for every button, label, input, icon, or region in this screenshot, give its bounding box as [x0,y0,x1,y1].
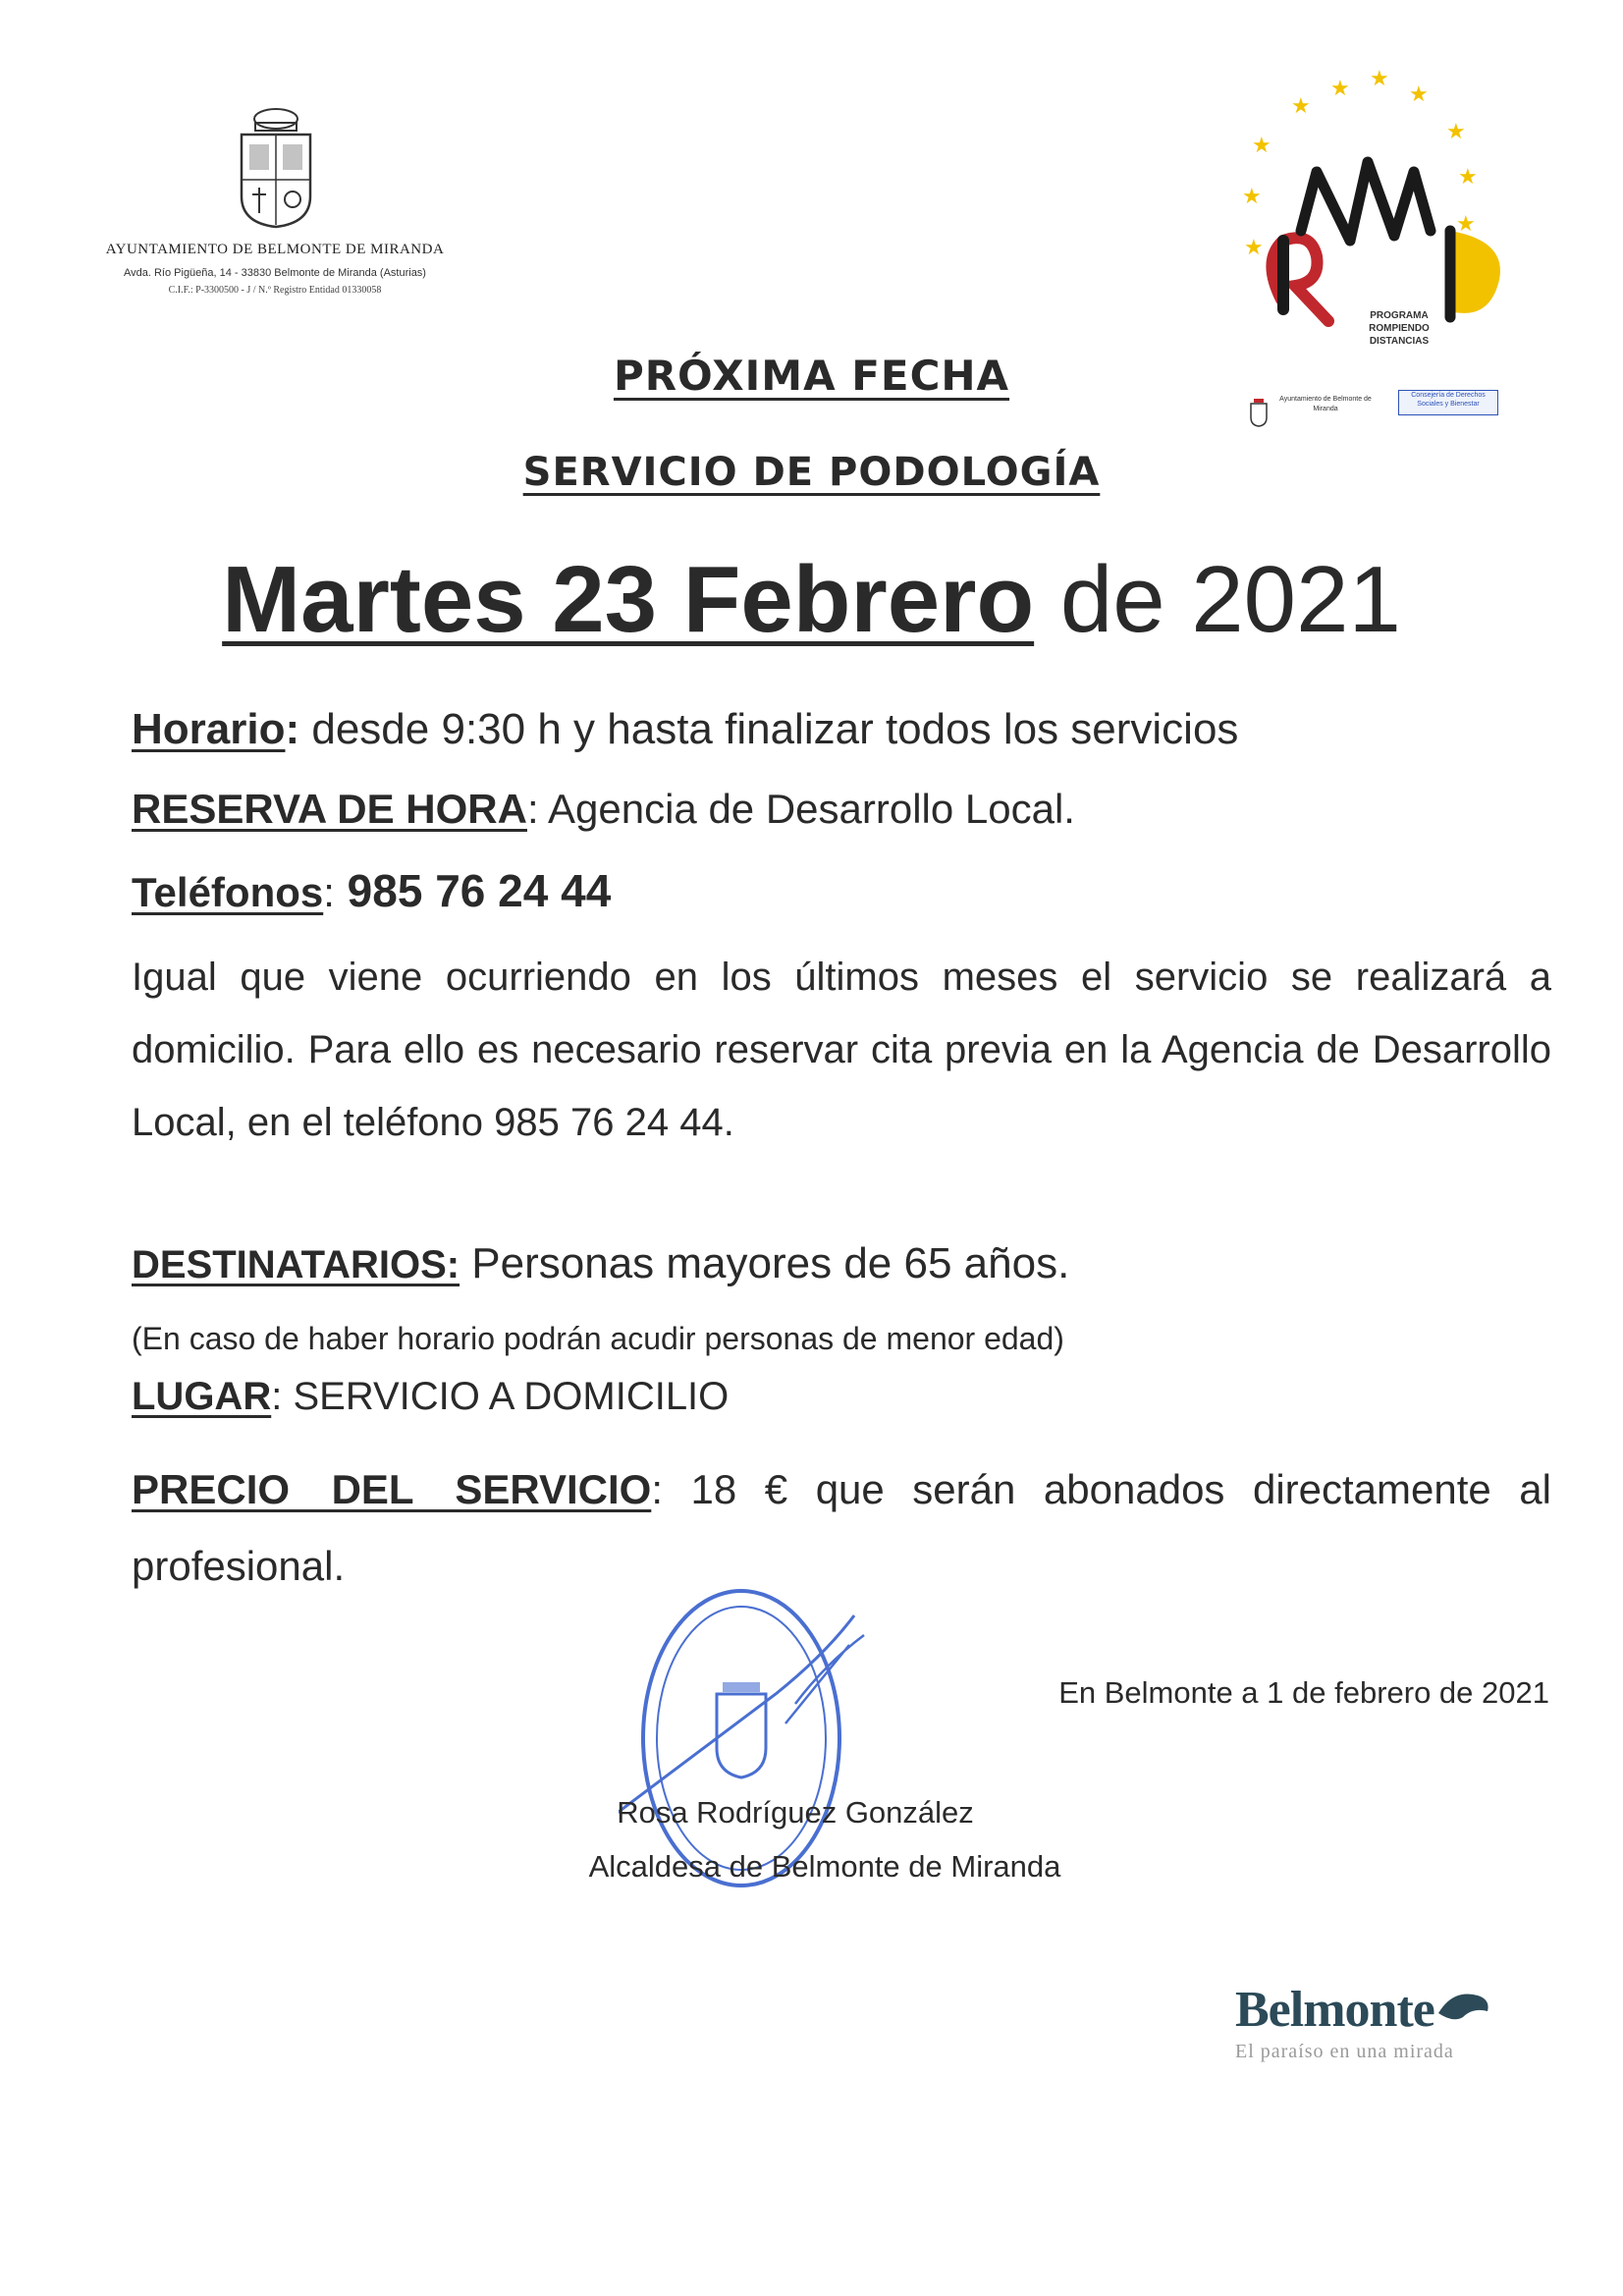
signer-role: Alcaldesa de Belmonte de Miranda [588,1849,1061,1884]
title-service [0,450,1623,495]
service-description: Igual que viene ocurriendo en los últimos meses el servicio se realizará a domicilio. Para ello es necesario reservar cita previa en la Agencia de Desarrollo Local, en el teléfono 985 76 24 44. [132,956,1551,1144]
brand-tagline: El paraíso en una mirada [1235,2041,1454,2062]
brand-name: Belmonte [1235,1982,1434,2038]
schedule-value: desde 9:30 h y hasta finalizar todos los servicios [299,705,1239,753]
svg-text:★: ★ [1252,133,1271,157]
booking-label: RESERVA DE HORA [132,786,527,832]
rmd-caption-line: PROGRAMA [1370,310,1429,321]
place-sep: : [271,1375,283,1418]
schedule-sep: : [285,705,300,753]
municipality-address: Avda. Río Pigüeña, 14 - 33830 Belmonte de Miranda (Asturias) [124,267,426,279]
phones-line [132,864,1551,917]
rmd-caption [1340,309,1458,348]
svg-text:★: ★ [1330,76,1350,100]
schedule-label: Horario [132,705,286,753]
place-value: SERVICIO A DOMICILIO [282,1375,730,1418]
event-date-strong: Martes 23 Febrero [222,547,1035,652]
svg-text:★: ★ [1242,184,1262,208]
svg-text:★: ★ [1291,93,1311,118]
phones-value: 985 76 24 44 [334,865,612,916]
price-sep: : [651,1466,663,1512]
svg-text:★: ★ [1446,119,1466,143]
booking-line [132,786,1551,833]
svg-text:★: ★ [1409,82,1429,106]
phones-label: Teléfonos [132,869,324,915]
signer-name: Rosa Rodríguez González [617,1795,974,1830]
price-label: PRECIO DEL SERVICIO [132,1466,652,1512]
event-date-year: de 2021 [1034,547,1401,652]
rmd-footer-consejeria: Consejería de Derechos Sociales y Bienestar [1398,390,1498,415]
rmd-caption-line: DISTANCIAS [1369,336,1430,347]
municipal-crest-icon [232,103,320,231]
place-label: LUGAR [132,1375,272,1418]
phones-sep: : [323,869,335,915]
recipients-note: (En caso de haber horario podrán acudir personas de menor edad) [132,1321,1064,1356]
booking-value: Agencia de Desarrollo Local. [538,786,1075,832]
title-next-date [0,352,1623,400]
recipients-line [132,1239,1551,1288]
signature-place-date: En Belmonte a 1 de febrero de 2021 [1058,1675,1549,1710]
price-value: 18 € que serán abonados directamente al profesional. [132,1466,1551,1589]
small-crest-icon [1249,398,1269,427]
rmd-caption-line: ROMPIENDO [1369,323,1430,334]
municipality-cif: C.I.F.: P-3300500 - J / N.º Registro Entidad 01330058 [168,285,382,296]
title-service-text: SERVICIO DE PODOLOGÍA [522,450,1101,495]
place-line [132,1375,1551,1419]
recipients-label: DESTINATARIOS: [132,1243,460,1286]
booking-sep: : [526,786,539,832]
municipality-name: AYUNTAMIENTO DE BELMONTE DE MIRANDA [105,242,445,257]
svg-text:★: ★ [1458,164,1478,189]
brand-bird-icon [1434,1984,1492,2033]
svg-text:★: ★ [1244,235,1264,259]
recipients-value: Personas mayores de 65 años. [460,1239,1070,1287]
schedule-line [132,705,1551,754]
event-date [0,546,1623,654]
title-next-date-text: PRÓXIMA FECHA [613,352,1010,400]
svg-text:★: ★ [1370,66,1389,90]
rmd-footer-ayuntamiento: Ayuntamiento de Belmonte de Miranda [1279,396,1372,412]
svg-text:★: ★ [1456,211,1476,236]
